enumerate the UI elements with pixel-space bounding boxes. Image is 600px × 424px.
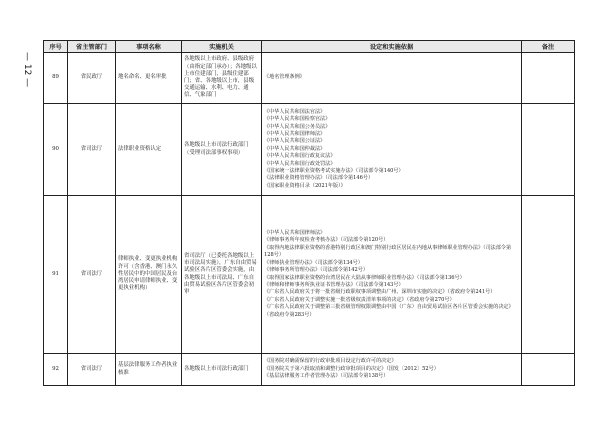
basis-item: 《中华人民共和国律师法》 (264, 230, 326, 237)
row-remark (522, 354, 575, 386)
basis-item: 《广东省人民政府关于调整第三批省级管理权限调整由中国（广东）自由贸易试验区各片区管委会实施的决定》（省政府令第283号） (264, 304, 514, 318)
basis-item: 《取得内地法律职业资格的香港特别行政区和澳门特别行政区居民在内地从事律师职业管理办法》（司法部令第128号） (264, 244, 512, 259)
row-agency: 各地级以上市司法行政部门 (182, 354, 262, 386)
basis-item: 《基层法律服务工作者管理办法》（司法部令第138号） (264, 373, 389, 380)
row-basis (262, 196, 522, 354)
row-remark (522, 104, 575, 196)
header-remark: 备注 (522, 41, 575, 53)
basis-item: 《律师事务所年度检查考核办法》（司法部令第120号） (264, 237, 389, 244)
basis-item: 《中华人民共和国行政处罚法》 (264, 160, 336, 167)
row-item-name: 基层法律服务工作者执业核准 (116, 354, 182, 386)
basis-item: 《法律职业资格管理办法》（司法部令第146号） (264, 175, 374, 182)
row-dept: 省司法厅 (68, 354, 116, 386)
table-header-row (44, 41, 575, 53)
row-no: 91 (44, 196, 68, 354)
row-item-name: 法律职业资格认定 (116, 104, 182, 196)
basis-item: 《国务院对确需保留的行政审批项目设定行政许可的决定》 (264, 358, 397, 365)
row-agency: 省司法厅（已委托各地级以上市司法局实施），广东自由贸易试验区各片区管委会实施，由各地级以上市司法局、广东自由贸易试验区各片区管委会初审 (182, 196, 262, 354)
row-basis (262, 104, 522, 196)
table-row (44, 196, 575, 354)
row-remark (522, 53, 575, 104)
row-item-name: 律师执业、变更执业机构许可（含香港、澳门永久性居民中的中国居民及台湾居民申请律师执业、变更执业机构） (116, 196, 182, 354)
approval-items-table (43, 40, 575, 386)
basis-item: 《中华人民共和国公证法》 (264, 138, 326, 145)
page-number-text: — 12 — (22, 52, 32, 88)
row-basis (262, 354, 522, 386)
row-dept: 省司法厅 (68, 196, 116, 354)
page-number (22, 52, 38, 87)
basis-item: 《律师和律师事务所执业证书管理办法》（司法部令第143号） (264, 281, 404, 288)
basis-item: 《中华人民共和国律师法》 (264, 130, 326, 137)
header-agency: 实施机关 (182, 41, 262, 53)
basis-item: 《中华人民共和国仲裁法》 (264, 145, 326, 152)
basis-item: 《中华人民共和国法官法》 (264, 108, 326, 115)
basis-item: 《国家统一法律职业资格考试实施办法》（司法部令第140号） (264, 168, 404, 175)
table-row (44, 104, 575, 196)
basis-item: 《国务院关于第六批取消和调整行政审批项目的决定》（国发〔2012〕52号） (264, 365, 439, 372)
basis-item: 《律师执业管理办法》（司法部令第134号） (264, 259, 363, 266)
row-item-name: 地名命名、更名审批 (116, 53, 182, 104)
header-item-name: 事项名称 (116, 41, 182, 53)
basis-item: 《国家职业资格目录（2021年版）》 (264, 182, 346, 189)
basis-item: 《中华人民共和国公务员法》 (264, 123, 331, 130)
row-remark (522, 196, 575, 354)
table-row (44, 354, 575, 386)
header-dept: 省主管部门 (68, 41, 116, 53)
row-basis (262, 53, 522, 104)
basis-item: 《律师事务所管理办法》（司法部令第142号） (264, 267, 368, 274)
basis-item: 《广东省人民政府关于将一批省级行政职权事项调整由广州、深圳市实施的决定》（省政府令第241号） (264, 289, 496, 296)
row-agency: 各地级以上市司法行政部门（受理司法部事权事项） (182, 104, 262, 196)
row-no: 90 (44, 104, 68, 196)
basis-item: 《广东省人民政府关于调整实施一批省级权责清单事项的决定》（省政府令第270号） (264, 296, 455, 303)
basis-item: 《中华人民共和国行政复议法》 (264, 153, 336, 160)
row-dept: 省司法厅 (68, 104, 116, 196)
row-dept: 省民政厅 (68, 53, 116, 104)
basis-item: 《地名管理条例》 (264, 74, 305, 81)
header-basis: 设定和实施依据 (262, 41, 522, 53)
table-row (44, 53, 575, 104)
basis-item: 《取得国家法律职业资格的台湾居民在大陆从事律师职业管理办法》（司法部令第136号） (264, 274, 465, 281)
basis-item: 《中华人民共和国检察官法》 (264, 116, 331, 123)
row-agency: 各地级以上市政府、县级政府（由指定部门承办）；各地级以上市住建部门，县级住建部门；省、各地级以上市，县级交通运输、水利、电力、通信、气象部门 (182, 53, 262, 104)
header-no: 序号 (44, 41, 68, 53)
row-no: 89 (44, 53, 68, 104)
row-no: 92 (44, 354, 68, 386)
